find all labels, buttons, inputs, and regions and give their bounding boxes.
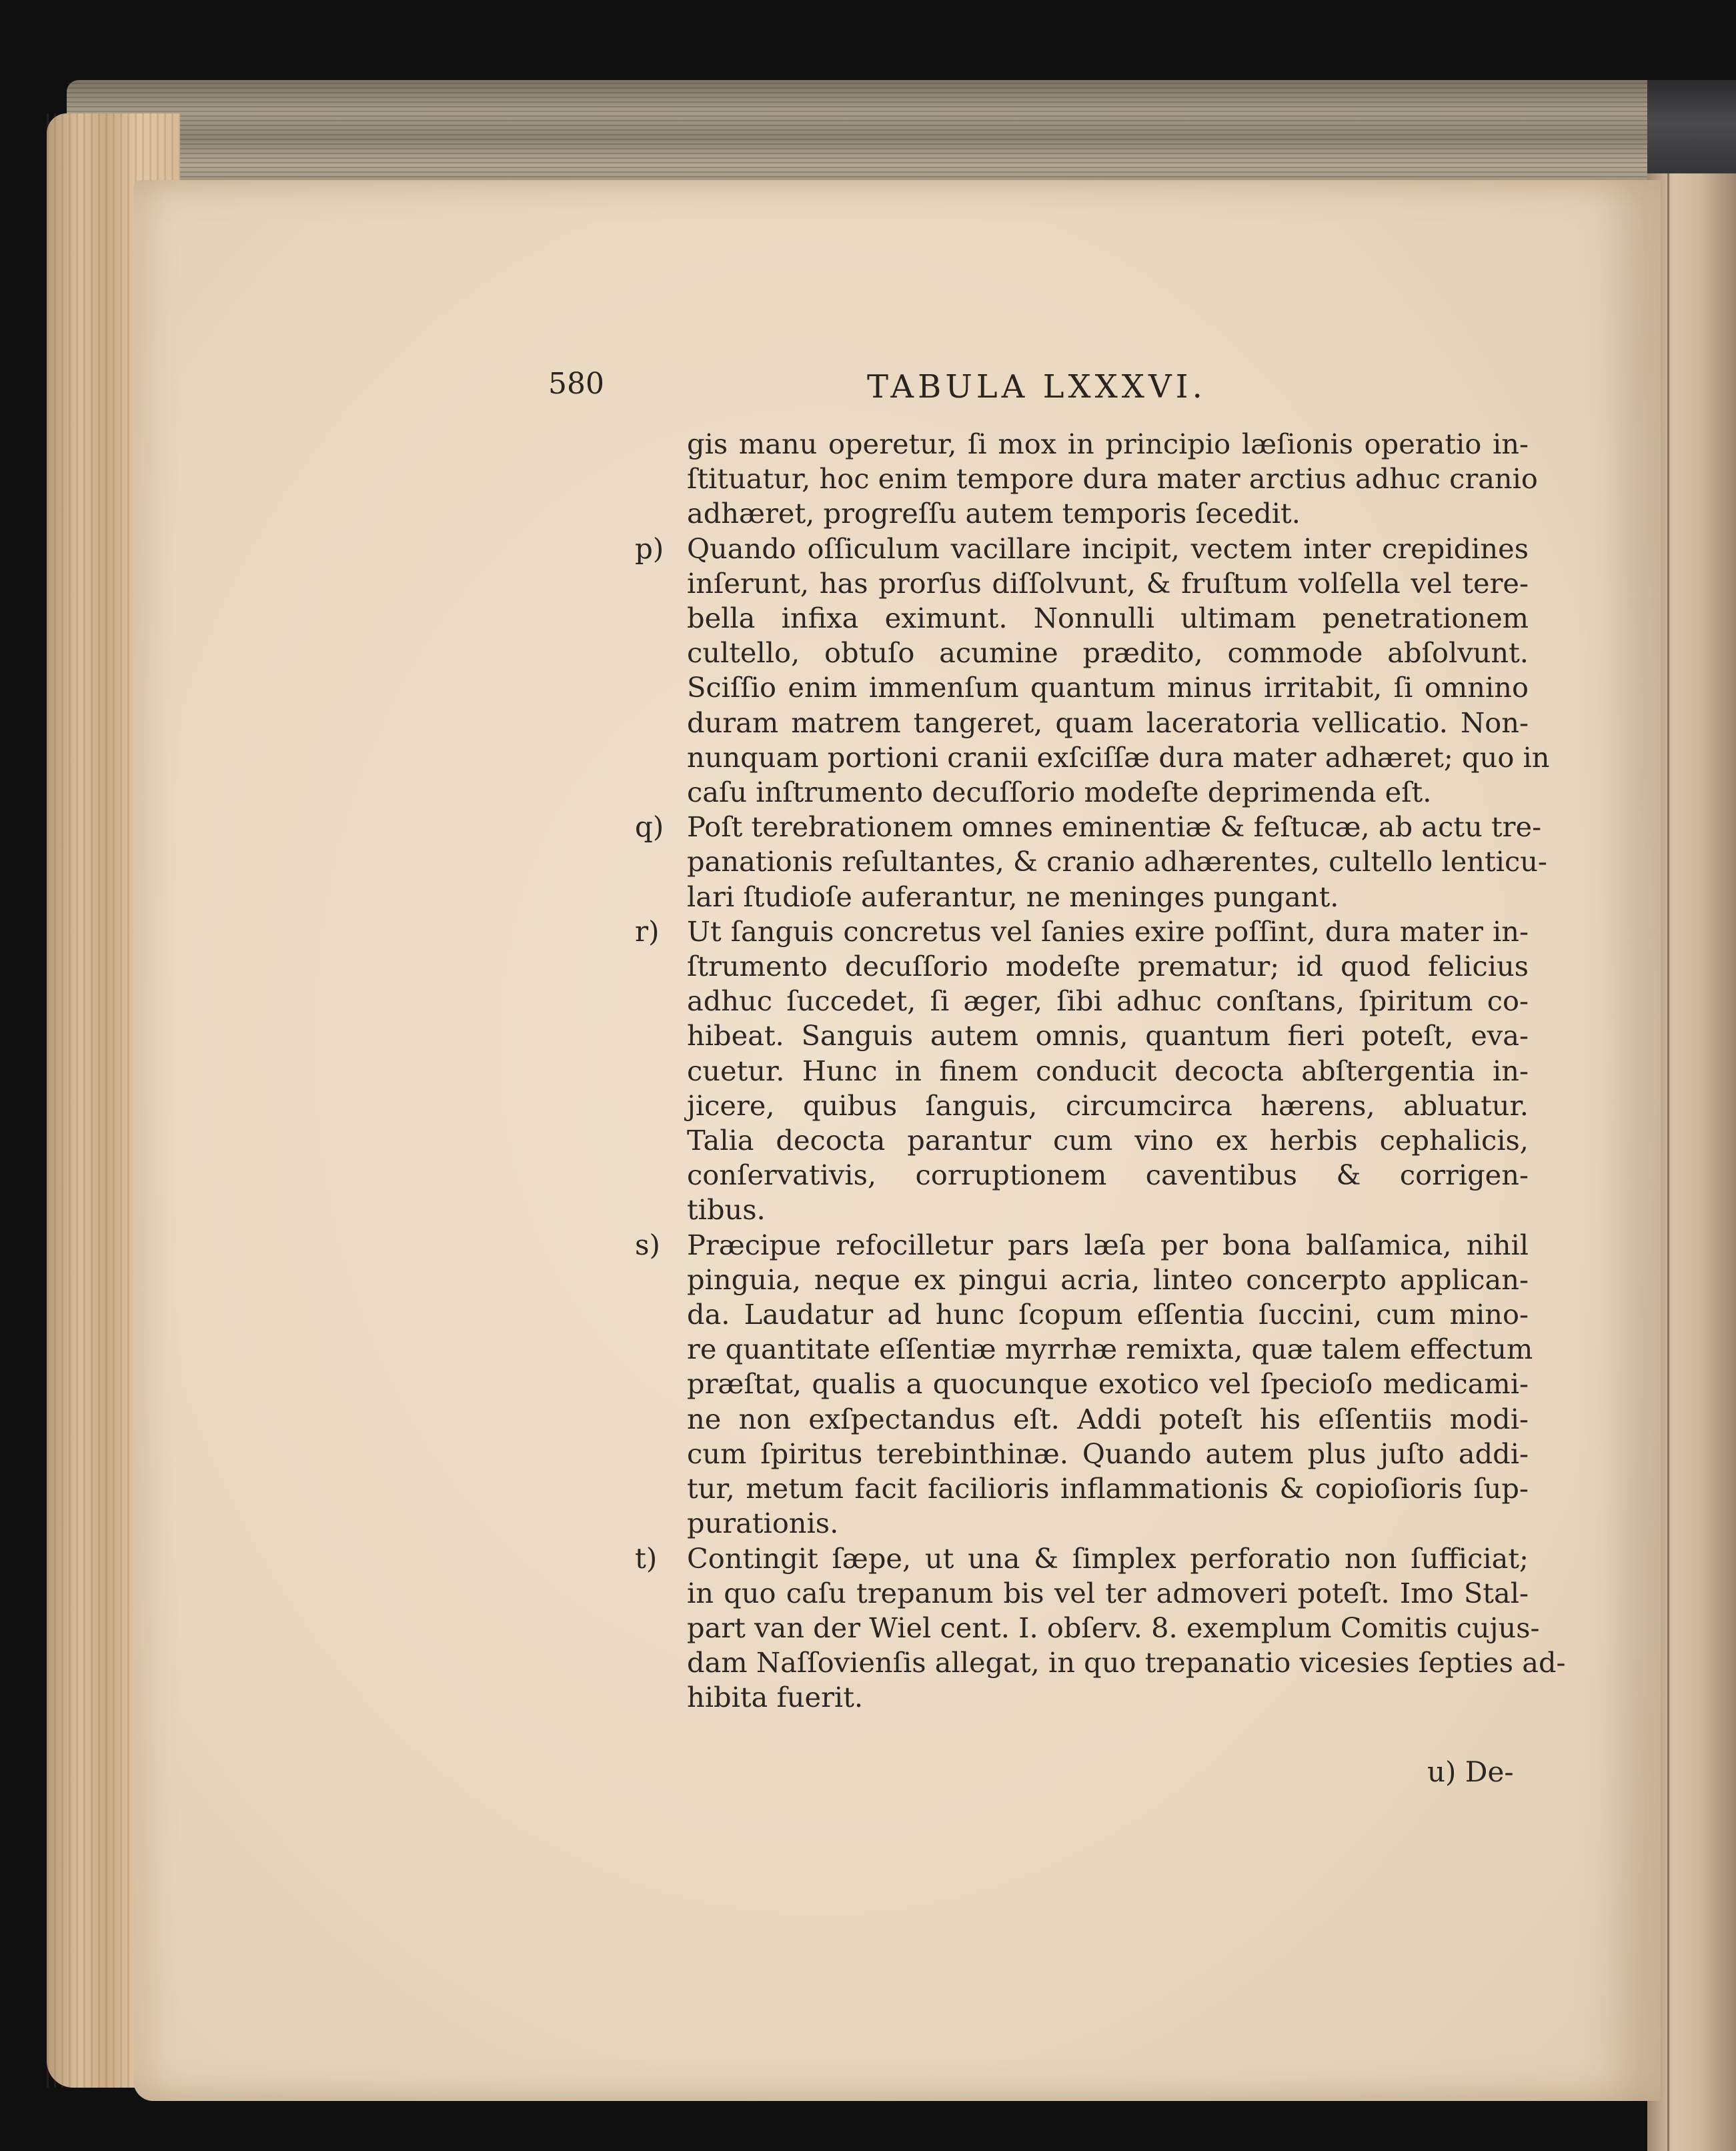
text-line: cum ſpiritus terebinthinæ. Quando autem plus juſto addi-: [687, 1437, 1529, 1470]
text-line: cultello, obtuſo acumine prædito, commode abſolvunt.: [687, 636, 1529, 670]
text-line: adhuc ſuccedet, ſi æger, ſibi adhuc conſtans, ſpiritum co-: [687, 984, 1529, 1018]
text-line: præſtat, qualis a quocunque exotico vel ſpecioſo medicami-: [687, 1367, 1529, 1401]
text-line: in quo caſu trepanum bis vel ter admoveri poteſt. Imo Stal-: [687, 1576, 1529, 1609]
book-spine-corner: [1647, 80, 1736, 187]
book-top-edge: [67, 80, 1736, 187]
paragraph: [635, 810, 1547, 914]
text-line: caſu inſtrumento decuſſorio modeſte deprimenda eſt.: [687, 776, 1432, 809]
text-line: conſervativis, corruptionem caventibus & corrigen-: [687, 1159, 1529, 1192]
text-line: ne non exſpectandus eſt. Addi poteſt his eſſentiis modi-: [687, 1402, 1529, 1435]
paragraph-marker: q): [635, 810, 664, 844]
paragraph-marker: p): [635, 532, 664, 565]
text-line: inſerunt, has prorſus diſſolvunt, & fruſtum volſella vel tere-: [687, 566, 1529, 600]
paragraph: [635, 914, 1529, 1228]
text-line: gis manu operetur, ſi mox in principio læſionis operatio in-: [687, 428, 1529, 460]
text-line: adhæret, progreſſu autem temporis ſecedit.: [687, 497, 1300, 530]
text-line: ſtituatur, hoc enim tempore dura mater arctius adhuc cranio: [687, 462, 1538, 496]
text-line: cuetur. Hunc in finem conducit decocta abſtergentia in-: [687, 1054, 1529, 1087]
paragraph: [635, 532, 1550, 810]
text-line: Ut ſanguis concretus vel ſanies exire poſſint, dura mater in-: [687, 914, 1529, 948]
paragraph-marker: s): [635, 1228, 660, 1261]
text-line: pinguia, neque ex pingui acria, linteo concerpto applican-: [687, 1263, 1529, 1296]
paragraph: [635, 1541, 1566, 1715]
text-line: hibeat. Sanguis autem omnis, quantum fieri poteſt, eva-: [687, 1019, 1529, 1052]
text-line: Poſt terebrationem omnes eminentiæ & feſtucæ, ab actu tre-: [687, 810, 1542, 844]
text-line: dam Naſſovienſis allegat, in quo trepanatio vicesies ſepties ad-: [687, 1646, 1566, 1679]
text-line: da. Laudatur ad hunc ſcopum eſſentia ſuccini, cum mino-: [687, 1298, 1529, 1331]
paragraph: [687, 427, 1538, 532]
body-text: [635, 427, 1566, 1715]
paragraph-marker: r): [635, 914, 660, 948]
text-line: hibita fuerit.: [687, 1681, 864, 1714]
text-line: lari ſtudioſe auferantur, ne meninges pungant.: [687, 880, 1339, 913]
text-line: nunquam portioni cranii exſciſſæ dura mater adhæret; quo in: [687, 740, 1550, 774]
text-line: duram matrem tangeret, quam laceratoria vellicatio. Non-: [687, 706, 1529, 739]
text-line: bella infixa eximunt. Nonnulli ultimam penetrationem: [687, 602, 1529, 635]
running-head: TABULA LXXXVI.: [867, 368, 1206, 406]
paragraph: [635, 1228, 1533, 1541]
text-line: Sciſſio enim immenſum quantum minus irritabit, ſi omnino: [687, 671, 1529, 704]
page-number: 580: [548, 367, 604, 401]
paragraph-marker: t): [635, 1541, 658, 1575]
text-line: Talia decocta parantur cum vino ex herbis cephalicis,: [687, 1124, 1529, 1157]
text-line: tibus.: [687, 1193, 766, 1227]
text-line: panationis reſultantes, & cranio adhærentes, cultello lenticu-: [687, 845, 1547, 878]
text-line: Præcipue refocilletur pars læſa per bona balſamica, nihil: [687, 1228, 1529, 1261]
text-line: jicere, quibus ſanguis, circumcirca hærens, abluatur.: [687, 1089, 1529, 1122]
text-line: purationis.: [687, 1507, 839, 1540]
text-line: Quando oſſiculum vacillare incipit, vectem inter crepidines: [687, 532, 1529, 565]
text-line: Contingit ſæpe, ut una & ſimplex perforatio non ſufficiat;: [687, 1541, 1529, 1575]
text-line: part van der Wiel cent. I. obſerv. 8. exemplum Comitis cujus-: [687, 1611, 1540, 1644]
text-line: re quantitate eſſentiæ myrrhæ remixta, quæ talem effectum: [687, 1333, 1533, 1366]
text-line: tur, metum facit facilioris inflammationis & copioſioris ſup-: [687, 1472, 1529, 1505]
text-line: ſtrumento decuſſorio modeſte prematur; id quod felicius: [687, 950, 1529, 983]
catchword: u) De-: [1427, 1755, 1514, 1788]
